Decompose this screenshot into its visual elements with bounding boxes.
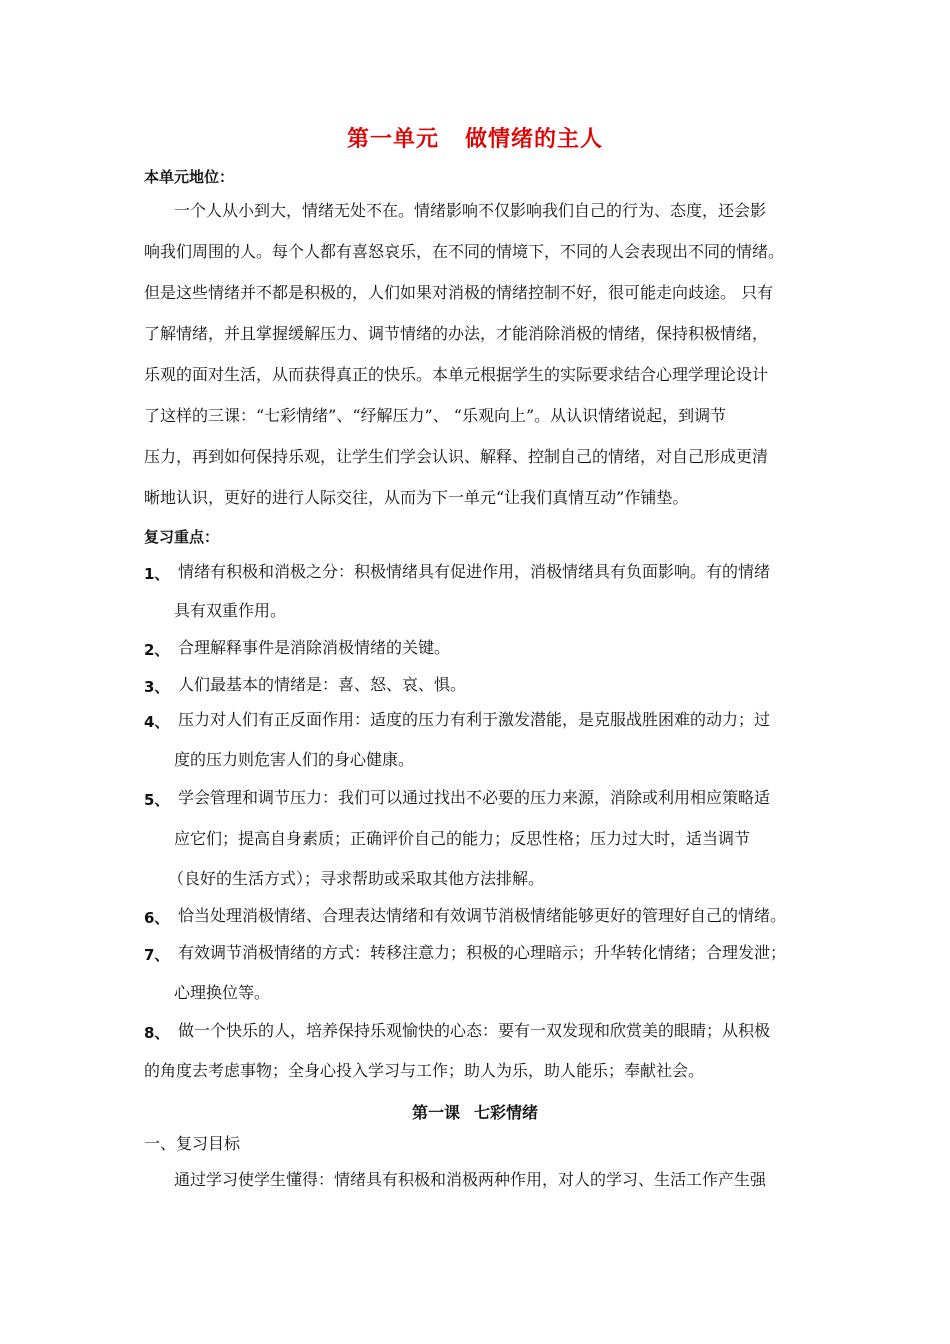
review-point-text: 恰当处理消极情绪、合理表达情绪和有效调节消极情绪能够更好的管理好自己的情绪。 [178, 906, 787, 925]
unit-status-line: 一个人从小到大，情绪无处不在。情绪影响不仅影响我们自己的行为、态度，还会影 [174, 201, 767, 220]
review-point-number: 3、 [144, 678, 170, 696]
review-point-text: 合理解释事件是消除消极情绪的关键。 [178, 638, 451, 657]
review-point-number: 4、 [144, 713, 170, 731]
review-point-text: 有效调节消极情绪的方式：转移注意力；积极的心理暗示；升华转化情绪；合理发泄； [178, 943, 787, 962]
unit-status-heading: 本单元地位： [144, 168, 235, 186]
review-point-number: 6、 [144, 909, 170, 927]
lesson-number: 第一课 [411, 1103, 460, 1122]
review-point-text: 情绪有积极和消极之分：积极情绪具有促进作用，消极情绪具有负面影响。有的情绪 [178, 562, 771, 581]
review-point-text: 的角度去考虑事物；全身心投入学习与工作；助人为乐，助人能乐；奉献社会。 [144, 1061, 705, 1080]
section-text: 通过学习使学生懂得：情绪具有积极和消极两种作用，对人的学习、生活工作产生强 [174, 1170, 767, 1189]
review-point-text: 压力对人们有正反面作用：适度的压力有利于激发潜能，是克服战胜困难的动力；过 [178, 710, 771, 729]
review-point-text: 学会管理和调节压力：我们可以通过找出不必要的压力来源，消除或利用相应策略适 [178, 788, 771, 807]
review-point-text: 心理换位等。 [174, 983, 271, 1002]
unit-status-line: 响我们周围的人。每个人都有喜怒哀乐，在不同的情境下，不同的人会表现出不同的情绪。 [144, 242, 785, 261]
review-point-text: 人们最基本的情绪是：喜、怒、哀、惧。 [178, 675, 467, 694]
title-unit: 第一单元 [346, 127, 439, 152]
page-title [0, 122, 950, 153]
review-point-number: 5、 [144, 791, 170, 809]
review-point-text: 具有双重作用。 [174, 601, 287, 620]
review-point-number: 8、 [144, 1024, 170, 1042]
lesson-topic: 七彩情绪 [474, 1103, 539, 1122]
review-heading: 复习重点： [144, 528, 220, 546]
unit-status-line: 但是这些情绪并不都是积极的，人们如果对消极的情绪控制不好，很可能走向歧途。 只有 [144, 283, 774, 302]
lesson-title [0, 1100, 950, 1123]
review-point-text: （良好的生活方式）；寻求帮助或采取其他方法排解。 [168, 869, 545, 888]
review-point-number: 7、 [144, 946, 170, 964]
section-heading: 一、复习目标 [144, 1134, 241, 1153]
unit-status-line: 乐观的面对生活，从而获得真正的快乐。本单元根据学生的实际要求结合心理学理论设计 [144, 365, 769, 384]
unit-status-line: 压力，再到如何保持乐观，让学生们学会认识、解释、控制自己的情绪，对自己形成更清 [144, 447, 769, 466]
review-point-number: 1、 [144, 565, 170, 583]
unit-status-line: 了这样的三课：“七彩情绪”、“纾解压力”、 “乐观向上”。从认识情绪说起，到调节 [144, 406, 727, 425]
unit-status-line: 晰地认识，更好的进行人际交往，从而为下一单元“让我们真情互动”作铺垫。 [144, 488, 689, 507]
review-point-number: 2、 [144, 641, 170, 659]
review-point-text: 度的压力则危害人们的身心健康。 [174, 750, 415, 769]
unit-status-line: 了解情绪，并且掌握缓解压力、调节情绪的办法，才能消除消极的情绪，保持积极情绪， [144, 324, 769, 343]
review-point-text: 做一个快乐的人，培养保持乐观愉快的心态：要有一双发现和欣赏美的眼睛；从积极 [178, 1021, 771, 1040]
title-topic: 做情绪的主人 [465, 127, 604, 152]
review-point-text: 应它们；提高自身素质；正确评价自己的能力；反思性格；压力过大时，适当调节 [174, 829, 751, 848]
